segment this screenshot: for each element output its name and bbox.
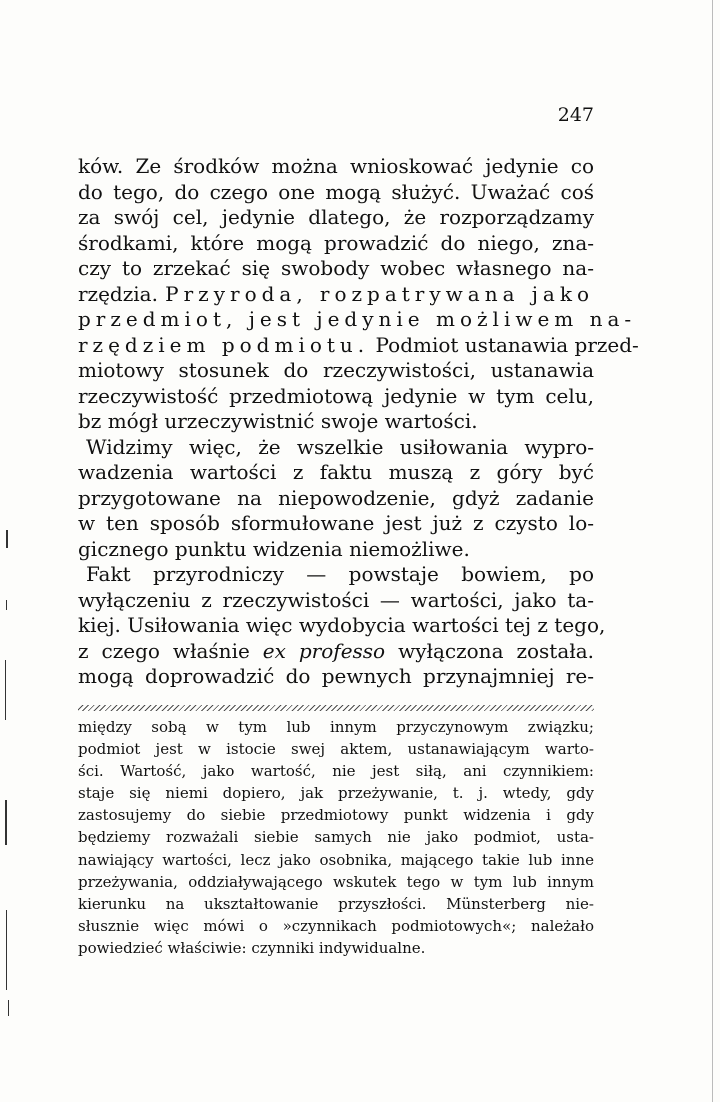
text-line: bz mógł urzeczywistnić swoje wartości. [78,409,478,433]
text-line: wadzenia wartości z faktu muszą z góry być [78,460,594,484]
footnote-line: podmiot jest w istocie swej aktem, ustanawiającym warto- [78,740,594,759]
italic-phrase: ex professo [262,638,386,663]
text-line: gicznego punktu widzenia niemożliwe. [78,536,470,561]
main-text [78,154,639,690]
footnote-line: staje się niemi dopiero, jak przeżywanie, t. j. wtedy, gdy [78,784,594,803]
scan-artifact [5,800,7,845]
text-line: wyłączeniu z rzeczywistości — wartości, jako ta- [78,587,594,612]
text-fragment: rzędzia. [78,281,158,306]
page-number: 247 [557,104,594,126]
text-line: środkami, które mogą prowadzić do niego, zna- [78,230,594,255]
scan-artifact [5,660,6,720]
text-line: mogą doprowadzić do pewnych przynajmniej re- [78,664,594,688]
footnote-line: zastosujemy do siebie przedmiotowy punkt widzenia i gdy [78,806,594,825]
scan-artifact [8,1000,9,1016]
footnote-line: między sobą w tym lub innym przyczynowym związku; [78,718,594,736]
text-line: w ten sposób sformułowane jest już z czysto lo- [78,511,594,535]
footnote-line: powiedzieć właściwie: czynniki indywidualne. [78,938,426,957]
text-line-composite [78,639,594,665]
text-line-composite [78,332,639,359]
emphasized-text: rzędziem podmiotu. [78,332,370,357]
footnote-line: przeżywania, oddziaływającego wskutek tego w tym lub innym [78,872,594,891]
footnote [78,716,594,959]
scan-artifact [6,910,7,990]
text-line: przygotowane na niepowodzenie, gdyż zadanie [78,485,594,510]
emphasized-text: Przyroda, rozpatrywana jako [165,281,594,306]
text-fragment: z czego właśnie [78,638,250,663]
footnote-line: ści. Wartość, jako wartość, nie jest siłą, ani czynnikiem: [78,762,594,781]
text-line: czy to zrzekać się swobody wobec własnego na- [78,256,594,280]
text-line: do tego, do czego one mogą służyć. Uważać coś [78,179,594,204]
scan-artifact [6,600,7,610]
paragraph-first-line: Widzimy więc, że wszelkie usiłowania wypro- [86,434,594,459]
footnote-separator [78,705,594,711]
text-line: rzeczywistość przedmiotową jedynie w tym celu, [78,383,594,408]
text-line: miotowy stosunek do rzeczywistości, ustanawia [78,358,594,382]
footnote-line: nawiający wartości, lecz jako osobnika, mającego takie lub inne [78,850,594,869]
text-line: za swój cel, jedynie dlatego, że rozporządzamy [78,205,594,229]
footnote-line: kierunku na ukształtowanie przyszłości. Münsterberg nie- [78,894,594,913]
scan-artifact [6,530,8,548]
text-fragment: wyłączona została. [398,638,595,663]
footnote-line: słusznie więc mówi o »czynnikach podmiotowych«; należało [78,916,594,935]
text-line: ków. Ze środków można wnioskować jedynie co [78,154,594,178]
footnote-line: będziemy rozważali siebie samych nie jako podmiot, usta- [78,828,594,847]
scan-artifact [712,0,713,1102]
text-fragment: Podmiot ustanawia przed- [375,332,639,357]
emphasized-text-line: przedmiot, jest jedynie możliwem na- [78,307,637,331]
text-line-composite [78,282,594,308]
paragraph-first-line: Fakt przyrodniczy — powstaje bowiem, po [86,562,594,586]
text-line: kiej. Usiłowania więc wydobycia wartości tej z tego, [78,613,606,637]
